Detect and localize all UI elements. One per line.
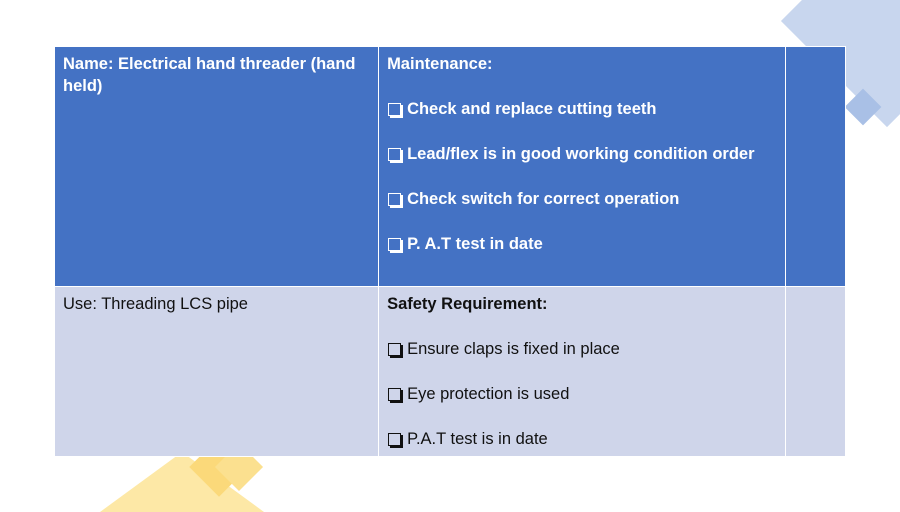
tool-name-cell: [55, 47, 379, 287]
safety-list: [387, 338, 777, 450]
list-item: [387, 143, 777, 165]
checkbox-icon: [388, 238, 401, 251]
list-item-label: Ensure claps is fixed in place: [407, 340, 620, 358]
tool-name-text: Name: Electrical hand threader (hand held): [63, 55, 356, 95]
empty-cell: [786, 47, 846, 287]
maintenance-title: Maintenance:: [387, 55, 493, 73]
table-row-header: [55, 47, 846, 287]
list-item: [387, 98, 777, 120]
list-item: [387, 383, 777, 405]
list-item: [387, 338, 777, 360]
list-item: [387, 428, 777, 450]
safety-cell: [379, 287, 786, 457]
list-item-label: Lead/flex is in good working condition order: [407, 145, 755, 163]
list-item: [387, 233, 777, 255]
list-item-label: P. A.T test in date: [407, 235, 543, 253]
list-item-label: P.A.T test is in date: [407, 430, 548, 448]
list-item-label: Check switch for correct operation: [407, 190, 680, 208]
checkbox-icon: [388, 388, 401, 401]
checkbox-icon: [388, 433, 401, 446]
list-item-label: Eye protection is used: [407, 385, 570, 403]
tool-use-cell: [55, 287, 379, 457]
list-item-label: Check and replace cutting teeth: [407, 100, 657, 118]
tool-info-table: [54, 46, 846, 457]
maintenance-list: [387, 98, 777, 255]
safety-title: Safety Requirement:: [387, 295, 548, 313]
table-row-body: [55, 287, 846, 457]
checkbox-icon: [388, 148, 401, 161]
checkbox-icon: [388, 343, 401, 356]
checkbox-icon: [388, 193, 401, 206]
checkbox-icon: [388, 103, 401, 116]
list-item: [387, 188, 777, 210]
maintenance-cell: [379, 47, 786, 287]
tool-use-text: Use: Threading LCS pipe: [63, 295, 248, 313]
empty-cell: [786, 287, 846, 457]
